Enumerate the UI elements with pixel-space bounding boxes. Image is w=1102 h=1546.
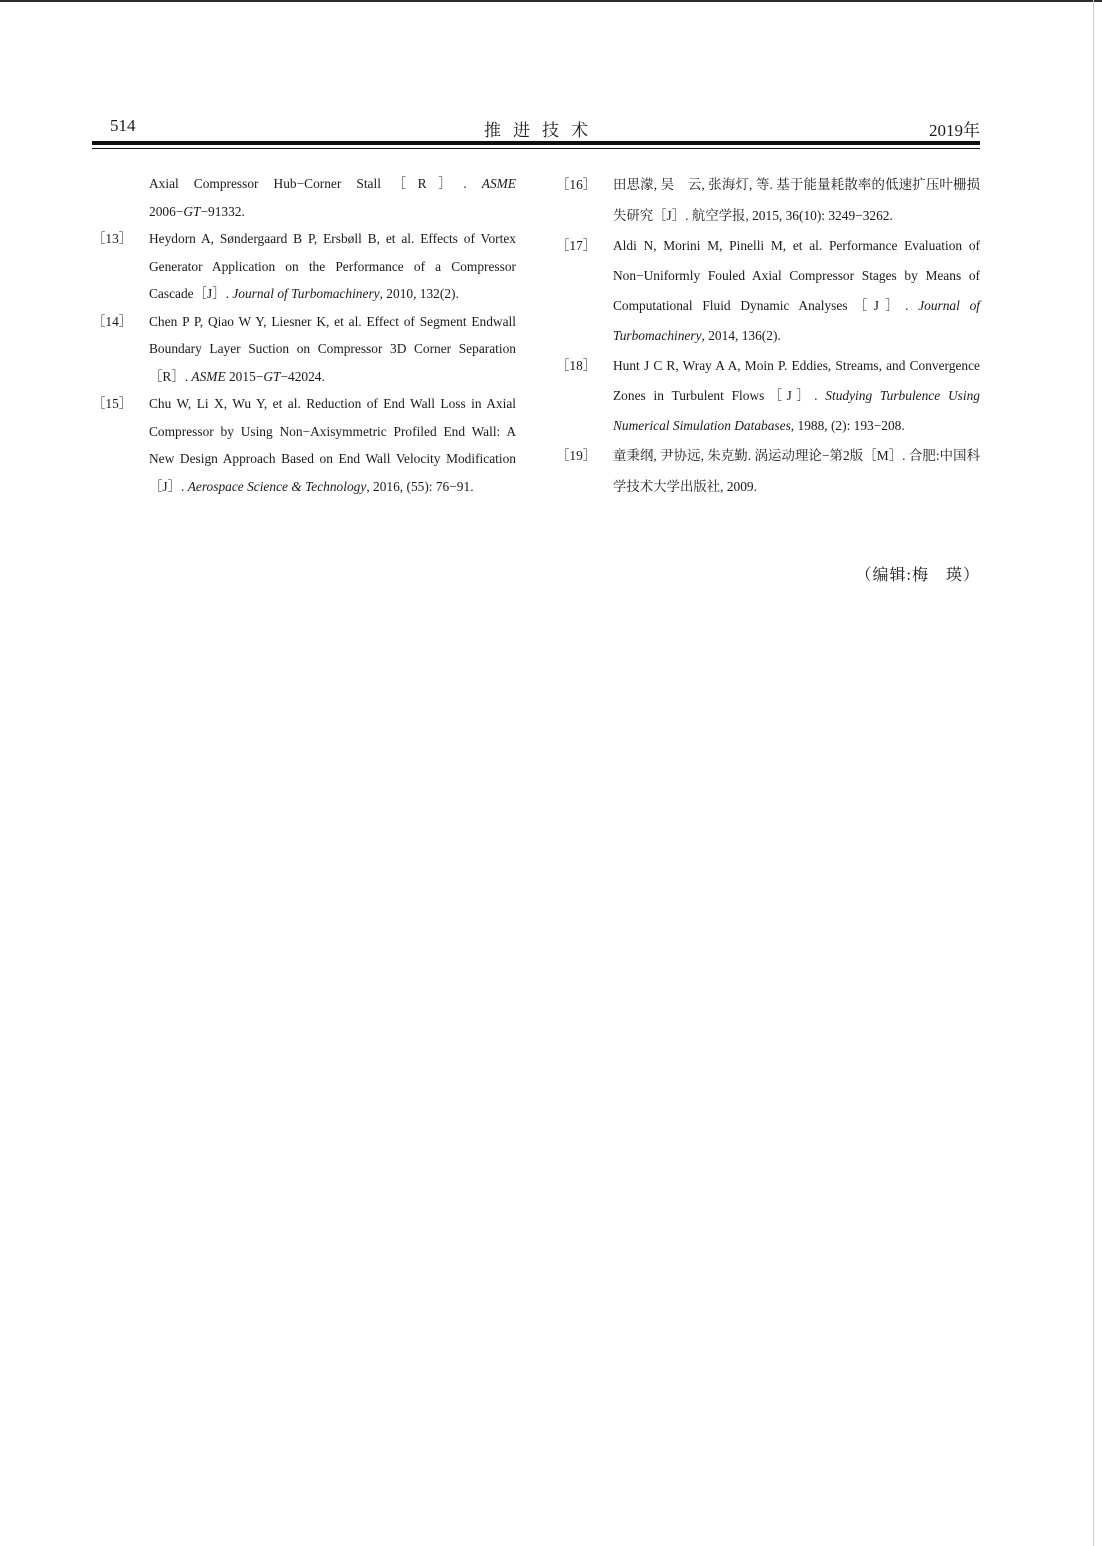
reference-segment: −42024. (280, 368, 325, 384)
reference-text (613, 170, 980, 231)
reference-segment: Hunt J C R, Wray A A, Moin P. Eddies, Streams, and Convergence Zones in Turbulent Flows［J］. (613, 358, 980, 403)
reference-segment: 田思濛, 吴 云, 张海灯, 等. 基于能量耗散率的低速扩压叶栅损失研究［J］. 航空学报, 2015, 36(10): 3249−3262. (613, 177, 980, 223)
reference-italic-segment: Aerospace Science & Technology (187, 478, 367, 494)
reference-segment: 2015− (225, 368, 264, 384)
header-rule-thin (92, 148, 980, 149)
reference-segment: , 1988, (2): 193−208. (790, 418, 905, 433)
running-header (92, 116, 980, 140)
reference-entry (92, 225, 516, 308)
reference-text (149, 390, 516, 500)
reference-segment: Axial Compressor Hub−Corner Stall［R］. (149, 176, 482, 191)
reference-italic-segment: ASME (481, 176, 516, 191)
reference-entry (556, 441, 980, 502)
reference-italic-segment: GT (183, 203, 201, 219)
reference-text (613, 231, 980, 351)
reference-segment: Aldi N, Morini M, Pinelli M, et al. Performance Evaluation of Non−Uniformly Fouled Axial Compressor Stages by Means of Computational Fluid Dynamic Analyses［J］. (613, 238, 980, 313)
reference-segment: 2006− (149, 203, 184, 219)
page-top-edge (0, 0, 1102, 2)
reference-number: ［13］ (92, 231, 133, 246)
reference-italic-segment: Studying Turbulence Using Numerical Simulation Databases (613, 388, 980, 433)
page-number: 514 (110, 116, 136, 135)
reference-italic-segment: ASME (191, 368, 226, 384)
reference-text (149, 225, 516, 308)
reference-italic-segment: Journal of Turbomachinery (232, 286, 380, 301)
page-right-edge (1093, 0, 1094, 1546)
reference-number: ［17］ (556, 238, 597, 253)
reference-number: ［18］ (556, 358, 597, 373)
reference-italic-segment: GT (263, 368, 281, 384)
reference-entry (92, 390, 516, 500)
reference-text (613, 351, 980, 441)
reference-segment: −91332. (200, 203, 245, 219)
editor-note: （编辑:梅 瑛） (855, 567, 980, 584)
reference-segment: , 2016, (55): 76−91. (366, 478, 474, 494)
issue-year: 2019年 (929, 121, 980, 140)
reference-entry (556, 170, 980, 231)
reference-segment: Chen P P, Qiao W Y, Liesner K, et al. Effect of Segment Endwall Boundary Layer Suction on Compressor 3D Corner Separation［R］. (149, 313, 516, 384)
reference-text (149, 308, 516, 391)
reference-segment: , 2014, 136(2). (701, 328, 781, 343)
reference-italic-segment: Journal of Turbomachinery (613, 298, 980, 343)
reference-text (149, 170, 516, 225)
reference-number: ［15］ (92, 396, 133, 411)
journal-title: 推进技术 (484, 121, 600, 140)
reference-entry (556, 351, 980, 441)
references-right-column (556, 170, 980, 502)
reference-text (613, 441, 980, 502)
reference-segment: Heydorn A, Søndergaard B P, Ersbøll B, et al. Effects of Vortex Generator Application on the Performance of a Compressor Cascade［J］. (149, 231, 516, 301)
reference-segment: , 2010, 132(2). (379, 286, 459, 301)
reference-entry (92, 170, 516, 225)
reference-segment: Chu W, Li X, Wu Y, et al. Reduction of End Wall Loss in Axial Compressor by Using Non−Axisymmetric Profiled End Wall: A New Design Approach Based on End Wall Velocity Modification［J］. (149, 396, 516, 494)
reference-number: ［19］ (556, 448, 597, 463)
reference-entry (92, 308, 516, 391)
reference-segment: 童秉纲, 尹协远, 朱克勤. 涡运动理论−第2版［M］. 合肥:中国科学技术大学出版社, 2009. (613, 448, 980, 494)
reference-number: ［14］ (92, 313, 133, 329)
references-left-column (92, 170, 516, 500)
reference-entry (556, 231, 980, 351)
header-rule-thick (92, 141, 980, 145)
reference-number: ［16］ (556, 177, 597, 192)
